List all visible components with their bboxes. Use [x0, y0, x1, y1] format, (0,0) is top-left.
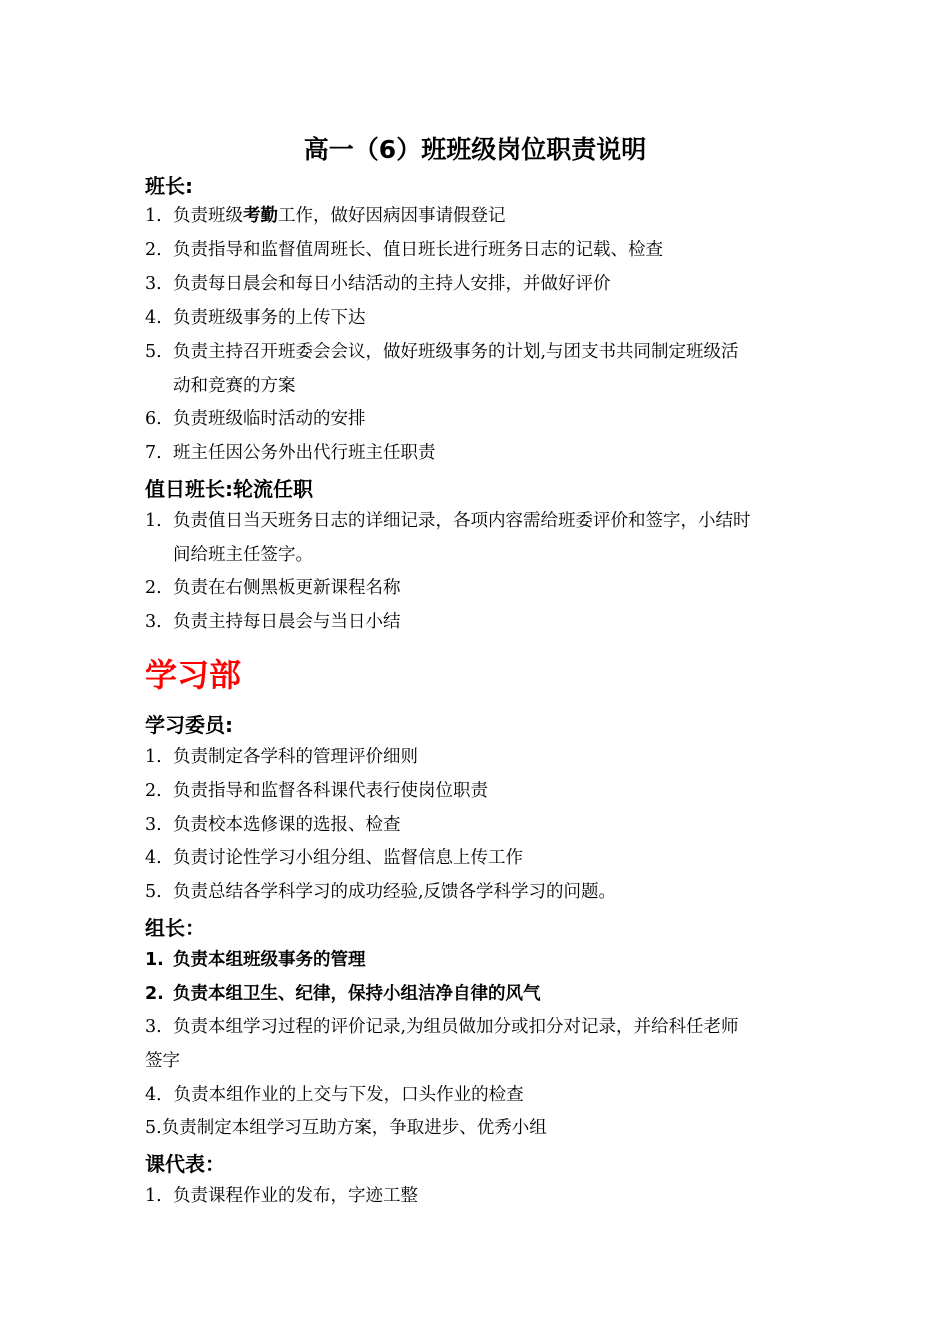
list-item: 4. 负责讨论性学习小组分组、监督信息上传工作: [145, 848, 523, 868]
list-item: 7. 班主任因公务外出代行班主任职责: [145, 443, 436, 463]
heading-banzhang: 班长:: [145, 174, 193, 198]
list-item: 4. 负责班级事务的上传下达: [145, 308, 366, 328]
department-title: 学习部: [145, 656, 242, 694]
list-item-continuation: 间给班主任签字。: [173, 545, 313, 565]
heading-zhiri: 值日班长:轮流任职: [145, 477, 313, 501]
list-item: 3. 负责每日晨会和每日小结活动的主持人安排，并做好评价: [145, 274, 611, 294]
list-item: 5. 负责总结各学科学习的成功经验,反馈各学科学习的问题。: [145, 882, 617, 902]
page-title: 高一（6）班班级岗位职责说明: [303, 135, 647, 164]
list-item-continuation: 签字: [145, 1051, 180, 1071]
list-item: 2. 负责在右侧黑板更新课程名称: [145, 578, 401, 598]
list-item: 1. 负责值日当天班务日志的详细记录，各项内容需给班委评价和签字，小结时: [145, 511, 751, 531]
list-item: 1. 负责班级考勤工作，做好因病因事请假登记: [145, 206, 506, 226]
list-item: 3. 负责本组学习过程的评价记录,为组员做加分或扣分对记录，并给科任老师: [145, 1017, 739, 1037]
list-item: 1. 负责制定各学科的管理评价细则: [145, 747, 418, 767]
list-item-continuation: 动和竞赛的方案: [173, 376, 296, 396]
list-item: 5. 负责主持召开班委会会议，做好班级事务的计划,与团支书共同制定班级活: [145, 342, 739, 362]
list-item: 1. 负责课程作业的发布，字迹工整: [145, 1186, 418, 1206]
list-item: 4．负责本组作业的上交与下发，口头作业的检查: [145, 1085, 524, 1105]
list-item: 2. 负责指导和监督值周班长、值日班长进行班务日志的记载、检查: [145, 240, 663, 260]
list-item: 2. 负责指导和监督各科课代表行使岗位职责: [145, 781, 488, 801]
list-item: 2. 负责本组卫生、纪律，保持小组洁净自律的风气: [145, 984, 541, 1004]
heading-kedaibiao: 课代表：: [145, 1152, 225, 1176]
list-item: 3. 负责主持每日晨会与当日小结: [145, 612, 401, 632]
list-item: 5.负责制定本组学习互助方案，争取进步、优秀小组: [145, 1118, 547, 1138]
heading-xuexi: 学习委员:: [145, 713, 233, 737]
heading-zuzhang: 组长：: [145, 916, 205, 940]
list-item: 3. 负责校本选修课的选报、检查: [145, 815, 401, 835]
list-item: 6. 负责班级临时活动的安排: [145, 409, 366, 429]
list-item: 1. 负责本组班级事务的管理: [145, 950, 366, 970]
